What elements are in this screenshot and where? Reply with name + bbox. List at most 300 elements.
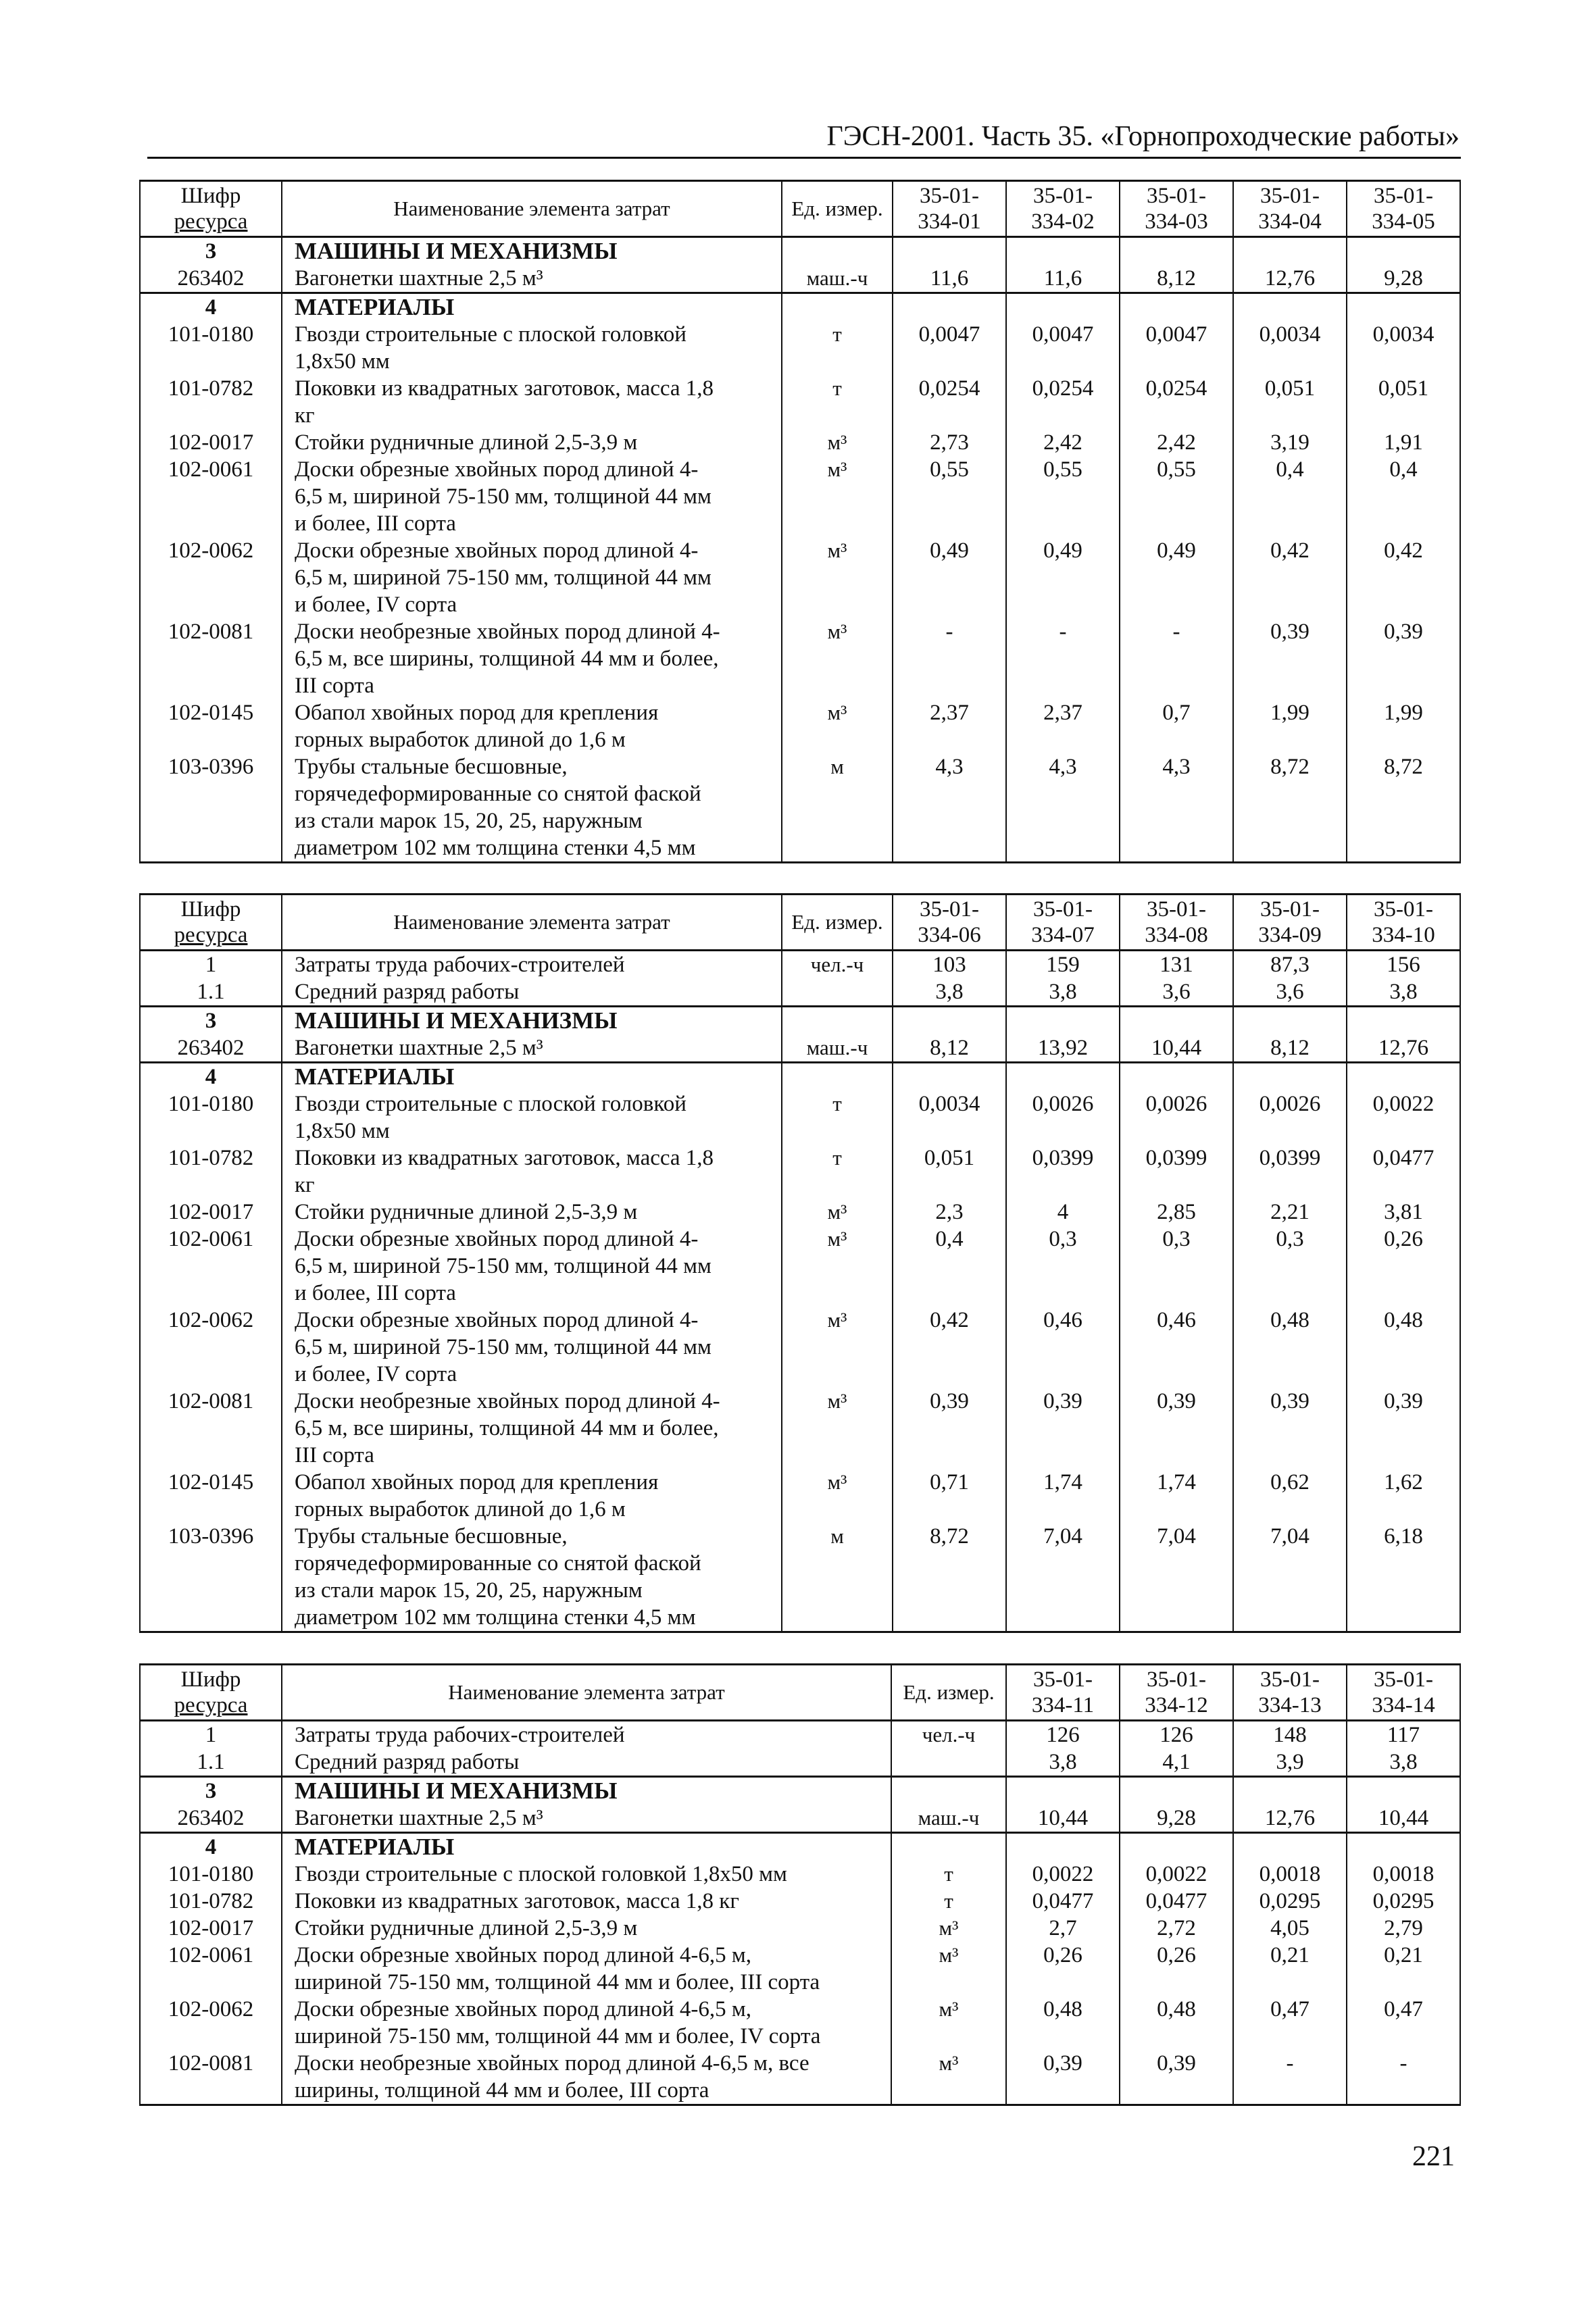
norm-value-cell: 0,0026 bbox=[1006, 1090, 1120, 1145]
resource-code-cell: 101-0782 bbox=[140, 1145, 282, 1199]
norm-value-cell: 2,42 bbox=[1006, 429, 1120, 456]
header-norm-line1: 35-01- bbox=[1374, 184, 1433, 208]
norm-value-cell bbox=[1347, 293, 1460, 322]
element-name-line: Обапол хвойных пород для крепления bbox=[295, 1470, 659, 1494]
norm-value-cell: 4,3 bbox=[893, 753, 1006, 863]
norm-value-cell: 0,0254 bbox=[1120, 375, 1233, 429]
element-name-line: Обапол хвойных пород для крепления bbox=[295, 701, 659, 725]
norm-value-cell: 117 bbox=[1347, 1721, 1460, 1749]
unit-cell: м³ bbox=[891, 2050, 1006, 2105]
norm-value-cell: 103 bbox=[893, 951, 1006, 979]
element-name-line: Поковки из квадратных заготовок, масса 1,8 bbox=[295, 376, 714, 401]
norm-value-cell: 1,74 bbox=[1006, 1469, 1120, 1523]
unit-cell: т bbox=[891, 1888, 1006, 1915]
element-name-cell bbox=[282, 375, 782, 429]
resource-code-cell: 4 bbox=[140, 293, 282, 322]
norm-value-cell: 0,48 bbox=[1347, 1307, 1460, 1388]
unit-cell: маш.-ч bbox=[782, 265, 893, 293]
header-code-line2: ресурса bbox=[174, 209, 248, 234]
norm-value-cell: 0,4 bbox=[893, 1226, 1006, 1307]
resource-code-cell: 102-0061 bbox=[140, 456, 282, 537]
element-name-cell bbox=[282, 1996, 891, 2050]
element-name-cell bbox=[282, 1145, 782, 1199]
table-header-row bbox=[140, 181, 1460, 237]
norm-value-cell: 1,99 bbox=[1233, 699, 1347, 753]
element-name-line: 6,5 м, все ширины, толщиной 44 мм и более, bbox=[295, 647, 719, 671]
unit-cell: т bbox=[782, 1090, 893, 1145]
element-name-line: Доски обрезные хвойных пород длиной 4-6,5 м, bbox=[295, 1943, 751, 1967]
norm-value-cell: 0,21 bbox=[1233, 1942, 1347, 1996]
header-norm-line1: 35-01- bbox=[1374, 1667, 1433, 1692]
element-name-line: и более, IV сорта bbox=[295, 593, 457, 617]
norm-value-cell: 9,28 bbox=[1120, 1805, 1233, 1833]
norm-value-cell: 0,42 bbox=[1233, 537, 1347, 618]
header-norm-cell bbox=[1006, 181, 1120, 237]
norm-value-cell: 0,39 bbox=[1006, 1388, 1120, 1469]
element-name-line: шириной 75-150 мм, толщиной 44 мм и более, IV сорта bbox=[295, 2024, 821, 2048]
norm-value-cell: 0,051 bbox=[1347, 375, 1460, 429]
table-row bbox=[140, 1226, 1460, 1307]
element-name-line: 6,5 м, все ширины, толщиной 44 мм и более, bbox=[295, 1416, 719, 1440]
resource-code-cell: 3 bbox=[140, 1777, 282, 1805]
element-name-line: горячедеформированные со снятой фаской bbox=[295, 1551, 701, 1576]
norm-value-cell: 7,04 bbox=[1233, 1523, 1347, 1632]
header-norm-cell bbox=[1347, 895, 1460, 951]
norm-value-cell: 0,39 bbox=[1347, 618, 1460, 699]
element-name-cell bbox=[282, 1469, 782, 1523]
norm-value-cell: 3,6 bbox=[1233, 978, 1347, 1007]
norm-value-cell bbox=[1120, 293, 1233, 322]
header-norm-line2: 334-07 bbox=[1031, 923, 1095, 947]
unit-cell bbox=[891, 1749, 1006, 1777]
norm-value-cell: 4,3 bbox=[1006, 753, 1120, 863]
norm-value-cell: 0,62 bbox=[1233, 1469, 1347, 1523]
header-norm-cell bbox=[893, 181, 1006, 237]
norm-value-cell: 0,0254 bbox=[893, 375, 1006, 429]
header-norm-line2: 334-04 bbox=[1258, 209, 1322, 234]
header-norm-line1: 35-01- bbox=[920, 897, 979, 922]
norm-value-cell: 8,12 bbox=[1233, 1034, 1347, 1063]
norm-value-cell: - bbox=[1233, 2050, 1347, 2105]
element-name-cell bbox=[282, 456, 782, 537]
element-name-cell: МАШИНЫ И МЕХАНИЗМЫ bbox=[282, 1007, 782, 1035]
element-name-cell: Стойки рудничные длиной 2,5-3,9 м bbox=[282, 1915, 891, 1942]
norm-value-cell bbox=[1233, 237, 1347, 266]
element-name-line: Доски необрезные хвойных пород длиной 4- bbox=[295, 620, 720, 644]
norm-value-cell: 0,39 bbox=[1120, 2050, 1233, 2105]
element-name-cell: Вагонетки шахтные 2,5 м³ bbox=[282, 1034, 782, 1063]
table-row bbox=[140, 375, 1460, 429]
header-norm-cell bbox=[1233, 181, 1347, 237]
norm-value-cell bbox=[1347, 1007, 1460, 1035]
unit-cell: маш.-ч bbox=[782, 1034, 893, 1063]
norm-value-cell: 0,42 bbox=[1347, 537, 1460, 618]
table-row bbox=[140, 978, 1460, 1007]
norm-value-cell: 12,76 bbox=[1233, 1805, 1347, 1833]
norm-value-cell: 0,0026 bbox=[1120, 1090, 1233, 1145]
norm-value-cell: 10,44 bbox=[1006, 1805, 1120, 1833]
header-norm-cell bbox=[1233, 1665, 1347, 1721]
norm-value-cell: 0,0477 bbox=[1120, 1888, 1233, 1915]
resource-code-cell: 3 bbox=[140, 237, 282, 266]
unit-cell: м bbox=[782, 1523, 893, 1632]
norm-value-cell: 0,3 bbox=[1233, 1226, 1347, 1307]
unit-cell bbox=[891, 1833, 1006, 1861]
norm-value-cell bbox=[1233, 1007, 1347, 1035]
norm-value-cell bbox=[1120, 1777, 1233, 1805]
unit-cell: м³ bbox=[782, 618, 893, 699]
norm-value-cell: 0,0047 bbox=[1006, 321, 1120, 375]
element-name-line: 6,5 м, шириной 75-150 мм, толщиной 44 мм bbox=[295, 1335, 712, 1359]
norm-value-cell: 126 bbox=[1006, 1721, 1120, 1749]
norm-value-cell: 2,73 bbox=[893, 429, 1006, 456]
element-name-line: горячедеформированные со снятой фаской bbox=[295, 782, 701, 806]
unit-cell: м³ bbox=[891, 1996, 1006, 2050]
header-norm-line2: 334-06 bbox=[918, 923, 981, 947]
norm-value-cell: 2,3 bbox=[893, 1199, 1006, 1226]
norm-value-cell: 0,47 bbox=[1233, 1996, 1347, 2050]
norm-value-cell: 3,81 bbox=[1347, 1199, 1460, 1226]
norm-value-cell: 2,72 bbox=[1120, 1915, 1233, 1942]
header-norm-line2: 334-12 bbox=[1145, 1693, 1208, 1717]
resource-code-cell: 102-0017 bbox=[140, 429, 282, 456]
unit-cell: т bbox=[782, 321, 893, 375]
header-code-line1: Шифр bbox=[180, 1667, 241, 1692]
norm-value-cell: 0,0018 bbox=[1233, 1861, 1347, 1888]
norm-value-cell: 2,21 bbox=[1233, 1199, 1347, 1226]
norm-value-cell: 13,92 bbox=[1006, 1034, 1120, 1063]
element-name-line: Трубы стальные бесшовные, bbox=[295, 1524, 568, 1549]
header-norm-cell bbox=[1347, 1665, 1460, 1721]
header-norm-cell bbox=[1006, 1665, 1120, 1721]
element-name-line: Доски обрезные хвойных пород длиной 4-6,5 м, bbox=[295, 1997, 751, 2021]
norm-value-cell bbox=[893, 1007, 1006, 1035]
element-name-cell: МАТЕРИАЛЫ bbox=[282, 1833, 891, 1861]
element-name-line: 6,5 м, шириной 75-150 мм, толщиной 44 мм bbox=[295, 484, 712, 509]
element-name-cell bbox=[282, 537, 782, 618]
norm-value-cell bbox=[1006, 237, 1120, 266]
unit-cell bbox=[782, 1063, 893, 1091]
resource-code-cell: 102-0017 bbox=[140, 1199, 282, 1226]
resource-code-cell: 1 bbox=[140, 951, 282, 979]
norm-value-cell bbox=[1233, 1063, 1347, 1091]
resource-table-1 bbox=[139, 180, 1461, 863]
norm-value-cell: - bbox=[893, 618, 1006, 699]
header-norm-line2: 334-13 bbox=[1258, 1693, 1322, 1717]
norm-value-cell bbox=[1120, 1833, 1233, 1861]
resource-code-cell: 102-0081 bbox=[140, 2050, 282, 2105]
unit-cell bbox=[782, 1007, 893, 1035]
norm-value-cell: 0,0399 bbox=[1120, 1145, 1233, 1199]
table-row bbox=[140, 1469, 1460, 1523]
norm-value-cell: 2,37 bbox=[893, 699, 1006, 753]
norm-value-cell bbox=[1233, 1833, 1347, 1861]
header-norm-line2: 334-01 bbox=[918, 209, 981, 234]
norm-value-cell: 0,4 bbox=[1347, 456, 1460, 537]
resource-code-cell: 102-0061 bbox=[140, 1942, 282, 1996]
element-name-line: из стали марок 15, 20, 25, наружным bbox=[295, 1578, 643, 1603]
unit-cell bbox=[782, 237, 893, 266]
table-row bbox=[140, 1721, 1460, 1749]
element-name-line: Трубы стальные бесшовные, bbox=[295, 755, 568, 779]
table-row bbox=[140, 1942, 1460, 1996]
resource-code-cell: 102-0081 bbox=[140, 618, 282, 699]
element-name-line: и более, III сорта bbox=[295, 511, 456, 536]
norm-value-cell: 10,44 bbox=[1120, 1034, 1233, 1063]
element-name-line: III сорта bbox=[295, 1443, 374, 1467]
header-code-line2: ресурса bbox=[174, 923, 248, 947]
element-name-cell bbox=[282, 699, 782, 753]
norm-value-cell: 0,0022 bbox=[1120, 1861, 1233, 1888]
header-norm-cell bbox=[1006, 895, 1120, 951]
resource-code-cell: 102-0062 bbox=[140, 1307, 282, 1388]
section-row bbox=[140, 293, 1460, 322]
resource-code-cell: 102-0061 bbox=[140, 1226, 282, 1307]
unit-cell: м³ bbox=[782, 537, 893, 618]
norm-value-cell: 0,42 bbox=[893, 1307, 1006, 1388]
norm-value-cell: 0,55 bbox=[893, 456, 1006, 537]
norm-value-cell bbox=[1233, 293, 1347, 322]
element-name-cell: МАТЕРИАЛЫ bbox=[282, 293, 782, 322]
element-name-line: 6,5 м, шириной 75-150 мм, толщиной 44 мм bbox=[295, 1254, 712, 1278]
norm-value-cell: 11,6 bbox=[893, 265, 1006, 293]
resource-code-cell: 103-0396 bbox=[140, 753, 282, 863]
norm-value-cell bbox=[893, 1063, 1006, 1091]
norm-value-cell: 126 bbox=[1120, 1721, 1233, 1749]
header-norm-line1: 35-01- bbox=[1033, 897, 1093, 922]
norm-value-cell: 0,49 bbox=[1006, 537, 1120, 618]
norm-value-cell bbox=[893, 293, 1006, 322]
resource-code-cell: 1.1 bbox=[140, 978, 282, 1007]
table-row bbox=[140, 1034, 1460, 1063]
norm-value-cell: 2,7 bbox=[1006, 1915, 1120, 1942]
element-name-cell bbox=[282, 1090, 782, 1145]
norm-value-cell: 148 bbox=[1233, 1721, 1347, 1749]
table-row bbox=[140, 618, 1460, 699]
resource-code-cell: 101-0180 bbox=[140, 1090, 282, 1145]
header-norm-cell bbox=[1233, 895, 1347, 951]
section-row bbox=[140, 1063, 1460, 1091]
element-name-cell: МАШИНЫ И МЕХАНИЗМЫ bbox=[282, 237, 782, 266]
element-name-cell: Вагонетки шахтные 2,5 м³ bbox=[282, 1805, 891, 1833]
element-name-line: и более, IV сорта bbox=[295, 1362, 457, 1386]
resource-code-cell: 101-0180 bbox=[140, 321, 282, 375]
resource-code-cell: 101-0782 bbox=[140, 1888, 282, 1915]
table-row bbox=[140, 537, 1460, 618]
resource-code-cell: 102-0062 bbox=[140, 537, 282, 618]
norm-value-cell bbox=[1347, 1063, 1460, 1091]
resource-code-cell: 1.1 bbox=[140, 1749, 282, 1777]
norm-value-cell: 159 bbox=[1006, 951, 1120, 979]
header-name-cell: Наименование элемента затрат bbox=[282, 1665, 891, 1721]
element-name-line: горных выработок длиной до 1,6 м bbox=[295, 1497, 626, 1521]
header-norm-line2: 334-11 bbox=[1031, 1693, 1095, 1717]
norm-value-cell: 0,48 bbox=[1006, 1996, 1120, 2050]
unit-cell: м³ bbox=[782, 429, 893, 456]
element-name-line: 1,8х50 мм bbox=[295, 349, 390, 374]
table-row bbox=[140, 1861, 1460, 1888]
unit-cell: т bbox=[782, 1145, 893, 1199]
element-name-cell: Средний разряд работы bbox=[282, 978, 782, 1007]
element-name-cell: Стойки рудничные длиной 2,5-3,9 м bbox=[282, 429, 782, 456]
norm-value-cell: 0,0399 bbox=[1006, 1145, 1120, 1199]
norm-value-cell: 8,72 bbox=[1233, 753, 1347, 863]
element-name-line: Доски обрезные хвойных пород длиной 4- bbox=[295, 457, 699, 482]
unit-cell: м³ bbox=[782, 456, 893, 537]
unit-cell: м³ bbox=[782, 1199, 893, 1226]
resource-code-cell: 101-0180 bbox=[140, 1861, 282, 1888]
header-norm-cell bbox=[1120, 181, 1233, 237]
header-norm-line1: 35-01- bbox=[1260, 897, 1320, 922]
norm-value-cell: 131 bbox=[1120, 951, 1233, 979]
norm-value-cell bbox=[1006, 1063, 1120, 1091]
header-rule bbox=[147, 157, 1461, 159]
norm-value-cell: 4,3 bbox=[1120, 753, 1233, 863]
resource-table-2 bbox=[139, 893, 1461, 1633]
unit-cell: м³ bbox=[782, 1307, 893, 1388]
header-unit-cell: Ед. измер. bbox=[782, 895, 893, 951]
element-name-line: и более, III сорта bbox=[295, 1281, 456, 1305]
norm-value-cell bbox=[893, 237, 1006, 266]
header-norm-line2: 334-09 bbox=[1258, 923, 1322, 947]
norm-value-cell: 3,8 bbox=[1006, 978, 1120, 1007]
table-row bbox=[140, 429, 1460, 456]
element-name-cell: Вагонетки шахтные 2,5 м³ bbox=[282, 265, 782, 293]
norm-value-cell: 0,0254 bbox=[1006, 375, 1120, 429]
norm-value-cell: 2,85 bbox=[1120, 1199, 1233, 1226]
norm-value-cell: - bbox=[1347, 2050, 1460, 2105]
header-code-line1: Шифр bbox=[180, 184, 241, 208]
element-name-line: Поковки из квадратных заготовок, масса 1,8 bbox=[295, 1146, 714, 1170]
norm-value-cell bbox=[1347, 1833, 1460, 1861]
norm-value-cell: 2,42 bbox=[1120, 429, 1233, 456]
norm-value-cell: 0,0018 bbox=[1347, 1861, 1460, 1888]
unit-cell: маш.-ч bbox=[891, 1805, 1006, 1833]
norm-value-cell: 1,74 bbox=[1120, 1469, 1233, 1523]
norm-value-cell: 4 bbox=[1006, 1199, 1120, 1226]
norm-value-cell: 0,0034 bbox=[893, 1090, 1006, 1145]
element-name-cell bbox=[282, 1307, 782, 1388]
element-name-line: диаметром 102 мм толщина стенки 4,5 мм bbox=[295, 1605, 696, 1630]
unit-cell: чел.-ч bbox=[891, 1721, 1006, 1749]
header-norm-line1: 35-01- bbox=[1374, 897, 1433, 922]
norm-value-cell: 0,0295 bbox=[1347, 1888, 1460, 1915]
element-name-cell: Затраты труда рабочих-строителей bbox=[282, 951, 782, 979]
page-header-title: ГЭСН-2001. Часть 35. «Горнопроходческие работы» bbox=[826, 121, 1460, 152]
header-code-cell bbox=[140, 1665, 282, 1721]
norm-value-cell: 0,21 bbox=[1347, 1942, 1460, 1996]
header-code-cell bbox=[140, 895, 282, 951]
header-norm-line1: 35-01- bbox=[1147, 897, 1206, 922]
norm-value-cell: 0,0477 bbox=[1006, 1888, 1120, 1915]
norm-value-cell: 0,0047 bbox=[893, 321, 1006, 375]
element-name-cell: Гвозди строительные с плоской головкой 1,8х50 мм bbox=[282, 1861, 891, 1888]
section-row bbox=[140, 1777, 1460, 1805]
resource-code-cell: 102-0145 bbox=[140, 1469, 282, 1523]
norm-value-cell: 6,18 bbox=[1347, 1523, 1460, 1632]
element-name-cell: Поковки из квадратных заготовок, масса 1,8 кг bbox=[282, 1888, 891, 1915]
norm-value-cell bbox=[1006, 1007, 1120, 1035]
norm-value-cell: 0,0026 bbox=[1233, 1090, 1347, 1145]
unit-cell bbox=[891, 1777, 1006, 1805]
header-norm-line2: 334-14 bbox=[1372, 1693, 1435, 1717]
table-row bbox=[140, 951, 1460, 979]
norm-value-cell: 0,55 bbox=[1006, 456, 1120, 537]
norm-value-cell: 0,0047 bbox=[1120, 321, 1233, 375]
element-name-line: Доски обрезные хвойных пород длиной 4- bbox=[295, 538, 699, 563]
norm-value-cell: 0,47 bbox=[1347, 1996, 1460, 2050]
header-norm-line1: 35-01- bbox=[1033, 1667, 1093, 1692]
norm-value-cell: 3,9 bbox=[1233, 1749, 1347, 1777]
element-name-cell: Затраты труда рабочих-строителей bbox=[282, 1721, 891, 1749]
norm-value-cell: 0,3 bbox=[1120, 1226, 1233, 1307]
element-name-line: кг bbox=[295, 1173, 315, 1197]
table-row bbox=[140, 1090, 1460, 1145]
resource-code-cell: 102-0017 bbox=[140, 1915, 282, 1942]
norm-value-cell: 0,49 bbox=[1120, 537, 1233, 618]
norm-value-cell: 10,44 bbox=[1347, 1805, 1460, 1833]
resource-code-cell: 1 bbox=[140, 1721, 282, 1749]
element-name-cell bbox=[282, 1226, 782, 1307]
header-norm-cell bbox=[893, 895, 1006, 951]
norm-value-cell: 0,39 bbox=[893, 1388, 1006, 1469]
table-row bbox=[140, 1996, 1460, 2050]
norm-value-cell: 0,26 bbox=[1347, 1226, 1460, 1307]
norm-value-cell: 0,71 bbox=[893, 1469, 1006, 1523]
element-name-cell bbox=[282, 618, 782, 699]
element-name-line: Доски необрезные хвойных пород длиной 4- bbox=[295, 1389, 720, 1413]
element-name-line: 1,8х50 мм bbox=[295, 1119, 390, 1143]
norm-value-cell: 0,39 bbox=[1347, 1388, 1460, 1469]
unit-cell: м³ bbox=[782, 699, 893, 753]
header-norm-cell bbox=[1120, 1665, 1233, 1721]
norm-value-cell bbox=[1233, 1777, 1347, 1805]
element-name-line: 6,5 м, шириной 75-150 мм, толщиной 44 мм bbox=[295, 565, 712, 590]
unit-cell bbox=[782, 293, 893, 322]
header-norm-line2: 334-08 bbox=[1145, 923, 1208, 947]
header-unit-cell: Ед. измер. bbox=[891, 1665, 1006, 1721]
unit-cell: м³ bbox=[782, 1469, 893, 1523]
element-name-line: горных выработок длиной до 1,6 м bbox=[295, 728, 626, 752]
norm-value-cell: 3,8 bbox=[1006, 1749, 1120, 1777]
element-name-cell bbox=[282, 1388, 782, 1469]
table-row bbox=[140, 1523, 1460, 1632]
norm-value-cell: 1,62 bbox=[1347, 1469, 1460, 1523]
norm-value-cell bbox=[1347, 1777, 1460, 1805]
element-name-line: кг bbox=[295, 403, 315, 428]
norm-value-cell: 8,12 bbox=[1120, 265, 1233, 293]
resource-code-cell: 263402 bbox=[140, 1034, 282, 1063]
element-name-cell bbox=[282, 753, 782, 863]
norm-value-cell: 1,99 bbox=[1347, 699, 1460, 753]
header-unit-cell: Ед. измер. bbox=[782, 181, 893, 237]
resource-table-3 bbox=[139, 1663, 1461, 2106]
norm-value-cell bbox=[1006, 293, 1120, 322]
table-header-row bbox=[140, 895, 1460, 951]
norm-value-cell: 0,051 bbox=[893, 1145, 1006, 1199]
table-row bbox=[140, 456, 1460, 537]
norm-value-cell: 8,72 bbox=[1347, 753, 1460, 863]
resource-code-cell: 4 bbox=[140, 1833, 282, 1861]
norm-value-cell: 0,55 bbox=[1120, 456, 1233, 537]
header-norm-line1: 35-01- bbox=[1260, 184, 1320, 208]
table-row bbox=[140, 1805, 1460, 1833]
resource-code-cell: 103-0396 bbox=[140, 1523, 282, 1632]
norm-value-cell: 0,0034 bbox=[1233, 321, 1347, 375]
header-norm-cell bbox=[1347, 181, 1460, 237]
header-norm-line2: 334-10 bbox=[1372, 923, 1435, 947]
table-row bbox=[140, 2050, 1460, 2105]
